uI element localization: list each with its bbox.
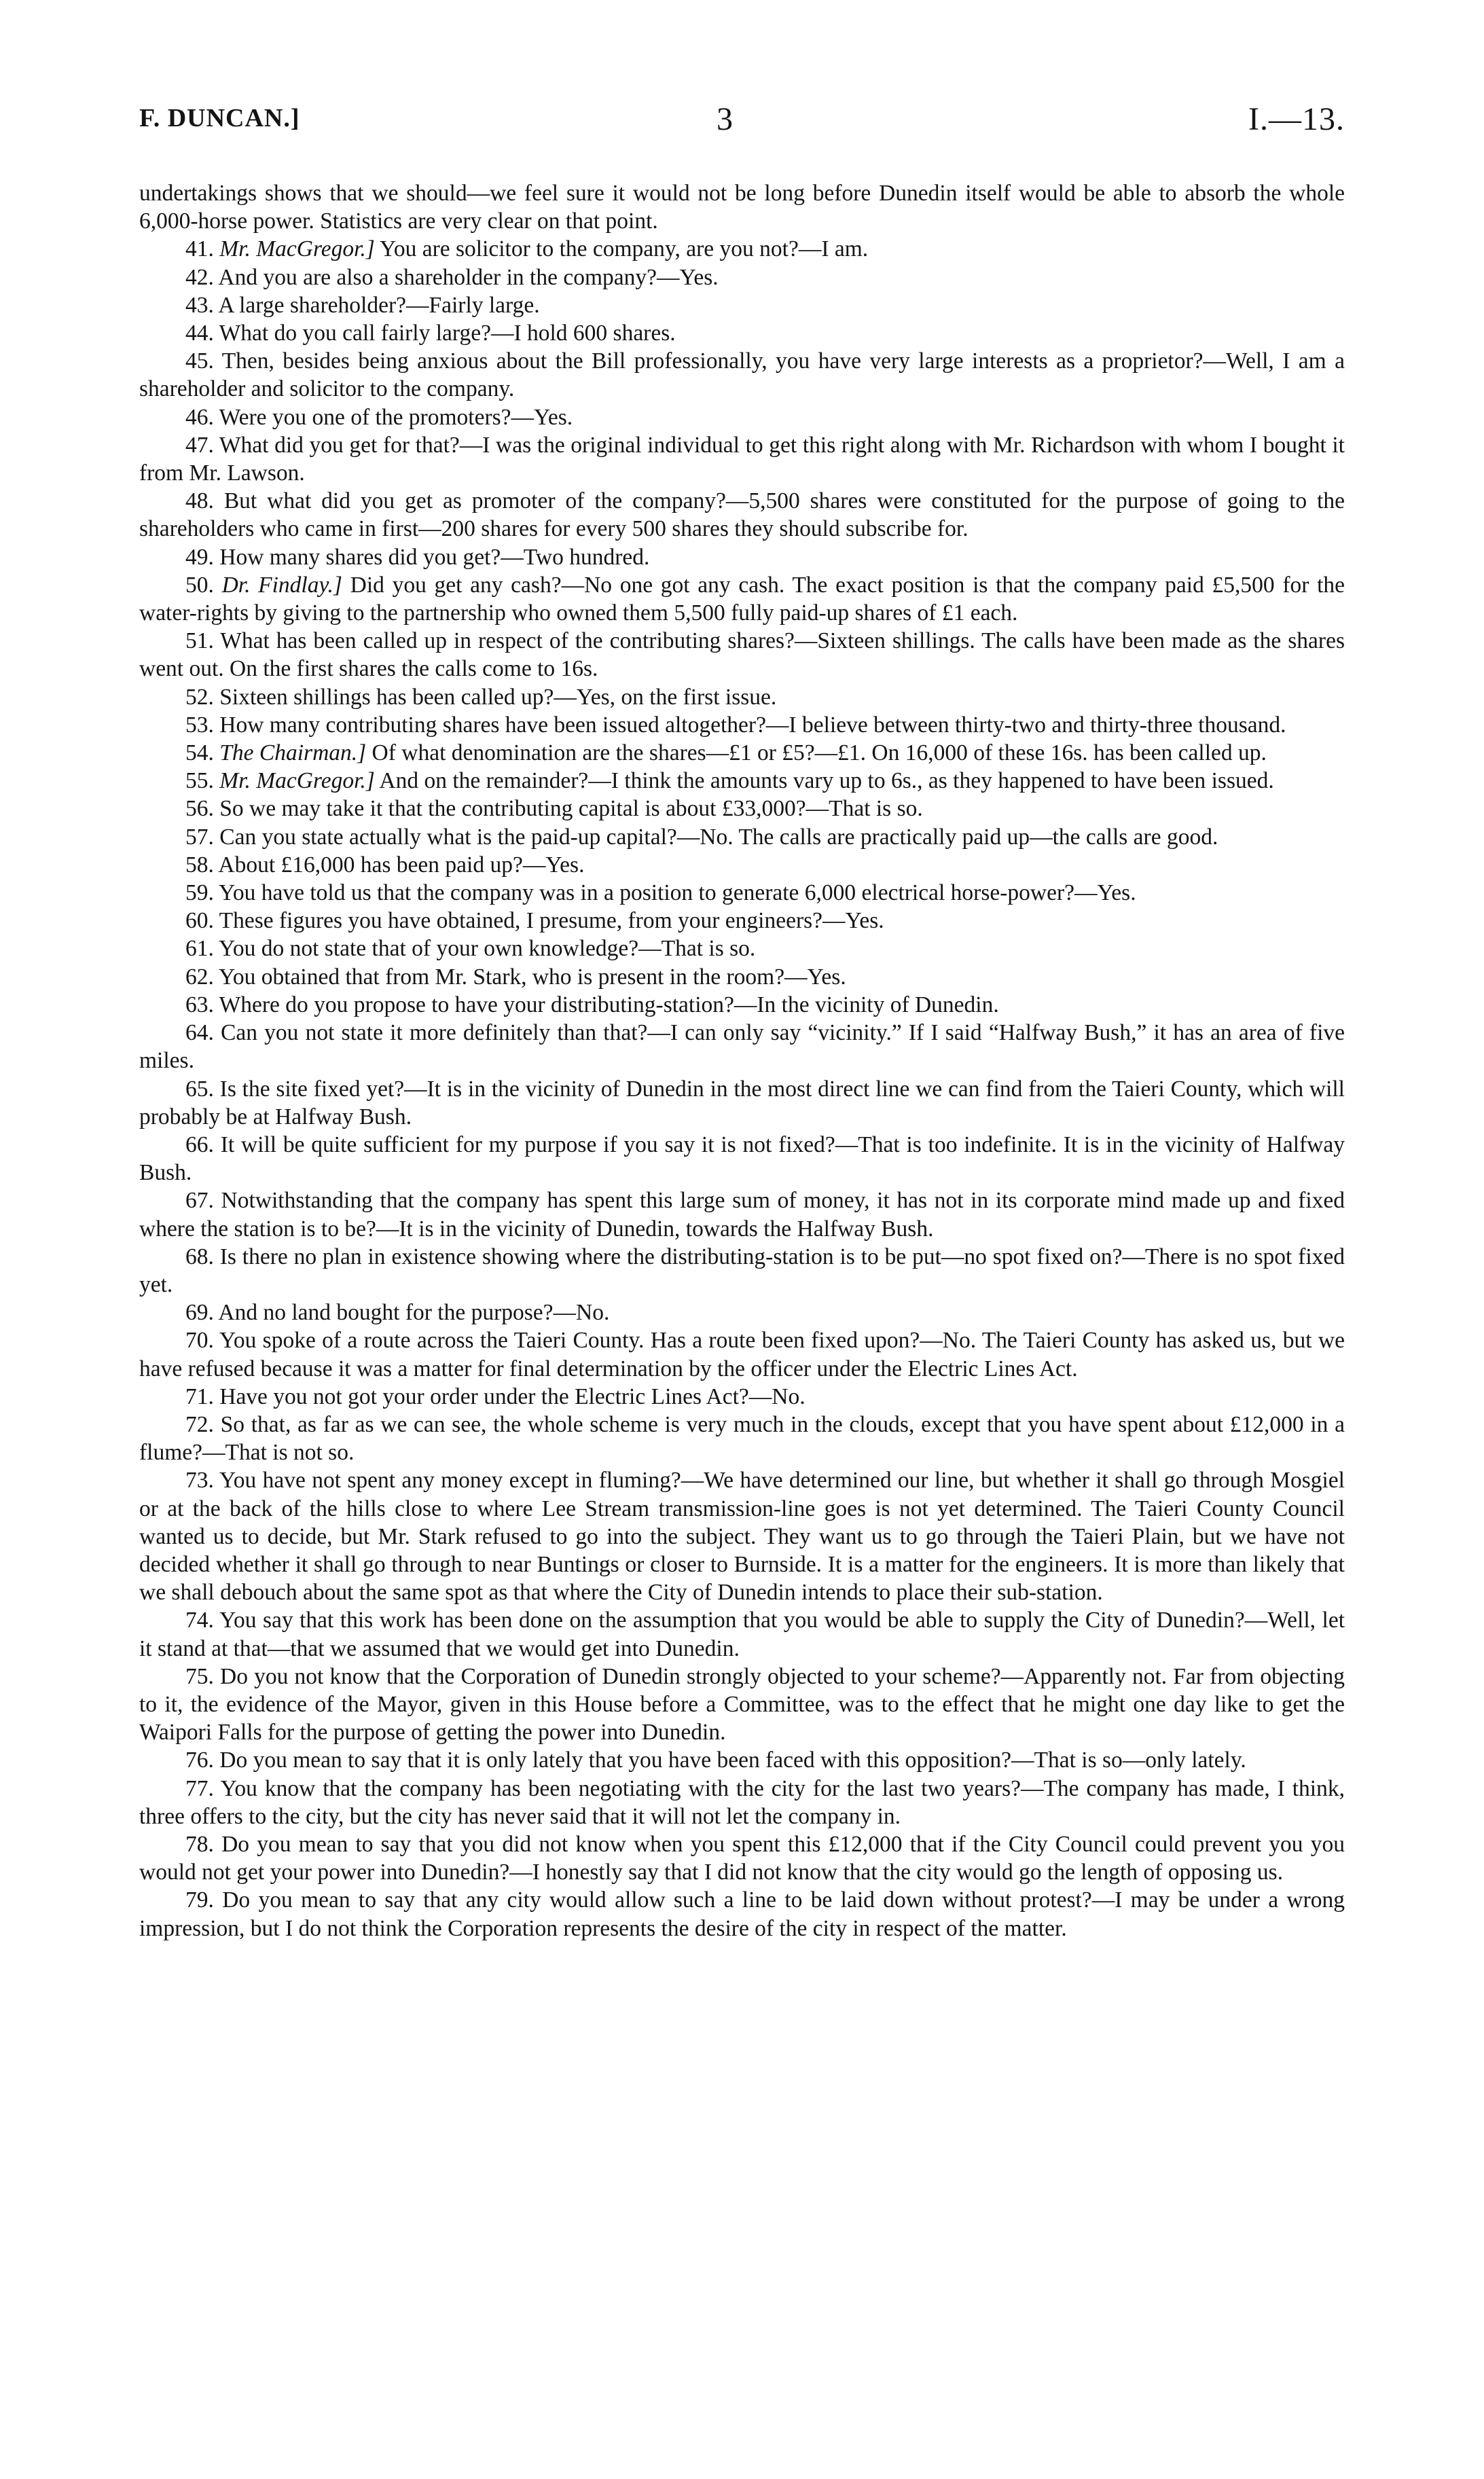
question-text: And no land bought for the purpose?—No. (218, 1300, 610, 1326)
question-number: 55. (185, 768, 220, 794)
question-item (139, 431, 1345, 487)
question-number: 49. (185, 544, 220, 570)
question-text: Sixteen shillings has been called up?—Yes, on the first issue. (219, 684, 777, 710)
question-text: Can you state actually what is the paid-up capital?—No. The calls are practically paid up—the calls are good. (219, 824, 1218, 850)
question-number: 54. (185, 740, 220, 766)
question-text: You say that this work has been done on the assumption that you would be able to supply the City of Dunedin?—Well, let it stand at that—that we assumed that we would get into Dunedin. (139, 1608, 1345, 1661)
question-number: 68. (185, 1244, 220, 1269)
question-text: You have told us that the company was in a position to generate 6,000 electrical horse-power?—Yes. (219, 880, 1136, 906)
question-number: 42. (185, 264, 219, 290)
question-text: Notwithstanding that the company has spent this large sum of money, it has not in its corporate mind made up and fixed where the station is to be?—It is in the vicinity of Dunedin, towards the Halfway Bush. (139, 1188, 1345, 1242)
question-item (139, 739, 1345, 767)
question-item (139, 347, 1345, 403)
question-item (139, 711, 1345, 739)
question-number: 72. (185, 1411, 221, 1437)
question-number: 58. (185, 852, 219, 877)
paper-reference: I.—13. (1248, 101, 1345, 137)
question-number: 59. (185, 880, 219, 906)
question-number: 73. (185, 1468, 219, 1494)
question-item (139, 487, 1345, 543)
question-item (139, 1326, 1345, 1382)
question-number: 65. (185, 1076, 220, 1102)
question-text: About £16,000 has been paid up?—Yes. (218, 852, 585, 877)
question-item (139, 1746, 1345, 1774)
question-text: You spoke of a route across the Taieri County. Has a route been fixed upon?—No. The Taieri County has asked us, but we have refused because it was a matter for final determination by the officer under the Electric Lines Act. (139, 1328, 1345, 1381)
question-number: 61. (185, 936, 219, 962)
question-text: You obtained that from Mr. Stark, who is present in the room?—Yes. (219, 964, 846, 990)
question-number: 43. (185, 292, 219, 318)
question-number: 51. (185, 628, 221, 654)
question-text: How many shares did you get?—Two hundred. (219, 544, 650, 570)
question-item (139, 264, 1345, 291)
question-number: 48. (185, 488, 224, 514)
page-number: 3 (717, 101, 733, 137)
question-item (139, 767, 1345, 795)
question-item (139, 907, 1345, 935)
minutes-of-evidence (139, 179, 1345, 1942)
question-text: And on the remainder?—I think the amounts vary up to 6s., as they happened to have been issued. (379, 768, 1274, 794)
question-number: 71. (185, 1383, 220, 1409)
question-item (139, 1019, 1345, 1074)
question-number: 57. (185, 824, 220, 850)
question-text: You are solicitor to the company, are you not?—I am. (380, 236, 869, 262)
question-item (139, 1187, 1345, 1242)
question-text: Is the site fixed yet?—It is in the vicinity of Dunedin in the most direct line we can find from the Taieri County, which will probably be at Halfway Bush. (139, 1076, 1345, 1129)
question-text: Where do you propose to have your distributing-station?—In the vicinity of Dunedin. (219, 992, 999, 1017)
question-item (139, 1383, 1345, 1411)
question-number: 78. (185, 1831, 222, 1857)
question-item (139, 851, 1345, 879)
question-item (139, 319, 1345, 347)
question-text: And you are also a shareholder in the company?—Yes. (218, 264, 719, 290)
question-number: 69. (185, 1300, 219, 1326)
question-number: 66. (185, 1132, 221, 1157)
question-item (139, 1411, 1345, 1466)
question-text: Of what denomination are the shares—£1 or £5?—£1. On 16,000 of these 16s. has been called up. (372, 740, 1267, 766)
question-number: 64. (185, 1020, 221, 1046)
question-number: 52. (185, 684, 220, 710)
question-item (139, 823, 1345, 851)
question-number: 63. (185, 992, 219, 1017)
question-text: You know that the company has been negotiating with the city for the last two years?—The company has made, I think, three offers to the city, but the city has never said that it will not let the company in. (139, 1775, 1345, 1829)
question-number: 44. (185, 321, 219, 346)
question-item (139, 1131, 1345, 1187)
question-number: 50. (185, 572, 222, 598)
question-item (139, 571, 1345, 627)
question-text: Did you get any cash?—No one got any cash. The exact position is that the company paid £5,500 for the water-rights by giving to the partnership who owned them 5,500 fully paid-up shares of £1 each. (139, 572, 1345, 626)
question-text: Is there no plan in existence showing where the distributing-station is to be put—no spot fixed on?—There is no spot fixed yet. (139, 1244, 1345, 1297)
question-text: But what did you get as promoter of the company?—5,500 shares were constituted for the purpose of going to the shareholders who came in first—200 shares for every 500 shares they should subscribe for. (139, 488, 1345, 542)
question-item (139, 1886, 1345, 1942)
speaker-name: Mr. MacGregor.] (219, 236, 375, 262)
question-text: These figures you have obtained, I presume, from your engineers?—Yes. (219, 908, 884, 934)
question-text: What did you get for that?—I was the original individual to get this right along with Mr. Richardson with whom I bought it from Mr. Lawson. (139, 432, 1345, 486)
page-header (139, 103, 1345, 144)
question-number: 79. (185, 1887, 223, 1913)
question-item (139, 1606, 1345, 1662)
question-text: So that, as far as we can see, the whole scheme is very much in the clouds, except that you have spent about £12,000 in a flume?—That is not so. (139, 1411, 1345, 1466)
question-text: What do you call fairly large?—I hold 600 shares. (219, 321, 676, 346)
question-number: 60. (185, 908, 219, 934)
question-item (139, 991, 1345, 1019)
question-item (139, 1075, 1345, 1131)
question-item (139, 879, 1345, 907)
question-text: So we may take it that the contributing capital is about £33,000?—That is so. (219, 796, 923, 822)
speaker-name: The Chairman.] (219, 740, 367, 766)
question-number: 53. (185, 712, 220, 738)
question-item (139, 795, 1345, 822)
question-text: Do you mean to say that it is only lately that you have been faced with this opposition?—That is so—only lately. (219, 1748, 1246, 1773)
question-number: 47. (185, 432, 219, 458)
question-text: It will be quite sufficient for my purpose if you say it is not fixed?—That is too indefinite. It is in the vicinity of Halfway Bush. (139, 1132, 1345, 1186)
question-text: How many contributing shares have been issued altogether?—I believe between thirty-two and thirty-three thousand. (219, 712, 1286, 738)
question-number: 45. (185, 348, 222, 374)
question-text: A large shareholder?—Fairly large. (218, 292, 540, 318)
header-witness-name: F. DUNCAN.] (139, 104, 300, 132)
question-number: 62. (185, 964, 219, 990)
question-item (139, 291, 1345, 319)
question-number: 75. (185, 1663, 221, 1689)
opening-paragraph: undertakings shows that we should—we feel sure it would not be long before Dunedin itself would be able to absorb the whole 6,000-horse power. Statistics are very clear on that point. (139, 181, 1345, 234)
question-item (139, 935, 1345, 962)
question-text: You do not state that of your own knowledge?—That is so. (219, 936, 756, 962)
question-item (139, 683, 1345, 711)
question-number: 70. (185, 1328, 219, 1354)
question-text: Have you not got your order under the Electric Lines Act?—No. (219, 1383, 806, 1409)
question-number: 46. (185, 404, 219, 430)
question-item (139, 1663, 1345, 1747)
question-number: 77. (185, 1775, 221, 1801)
question-item (139, 1830, 1345, 1886)
document-page (139, 0, 1345, 2479)
question-item (139, 1775, 1345, 1830)
speaker-name: Mr. MacGregor.] (219, 768, 375, 794)
question-item (139, 963, 1345, 991)
question-list (139, 235, 1345, 1942)
question-text: Then, besides being anxious about the Bill professionally, you have very large interests as a proprietor?—Well, I am a shareholder and solicitor to the company. (139, 348, 1345, 402)
question-number: 76. (185, 1748, 220, 1773)
question-text: Do you mean to say that any city would allow such a line to be laid down without protest?—I may be under a wrong impression, but I do not think the Corporation represents the desire of the city in respect of the matter. (139, 1887, 1345, 1941)
question-text: Do you mean to say that you did not know when you spent this £12,000 that if the City Council could prevent you you would not get your power into Dunedin?—I honestly say that I did not know that the city would go the length of opposing us. (139, 1831, 1345, 1885)
question-text: You have not spent any money except in fluming?—We have determined our line, but whether it shall go through Mosgiel or at the back of the hills close to where Lee Stream transmission-line goes is not yet determined. The Taieri County Council wanted us to decide, but Mr. Stark refused to go into the subject. They want us to go through the Taieri Plain, but we have not decided whether it shall go through to near Buntings or closer to Burnside. It is a matter for the engineers. It is more than likely that we shall debouch about the same spot as that where the City of Dunedin intends to place their sub-station. (139, 1468, 1345, 1606)
question-item (139, 1243, 1345, 1299)
question-number: 67. (185, 1188, 221, 1214)
question-text: What has been called up in respect of the contributing shares?—Sixteen shillings. The calls have been made as the shares went out. On the first shares the calls come to 16s. (139, 628, 1345, 682)
speaker-name: Dr. Findlay.] (221, 572, 342, 598)
question-item (139, 1466, 1345, 1606)
question-number: 56. (185, 796, 220, 822)
question-text: Can you not state it more definitely than that?—I can only say “vicinity.” If I said “Halfway Bush,” it has an area of five miles. (139, 1020, 1345, 1074)
question-item (139, 235, 1345, 263)
question-item (139, 403, 1345, 431)
question-item (139, 1299, 1345, 1326)
question-number: 41. (185, 236, 220, 262)
question-number: 74. (185, 1608, 220, 1633)
question-text: Do you not know that the Corporation of Dunedin strongly objected to your scheme?—Apparently not. Far from objecting to it, the evidence of the Mayor, given in this House before a Committee, was to the effect that he might one day like to get the Waipori Falls for the purpose of getting the power into Dunedin. (139, 1663, 1345, 1745)
question-text: Were you one of the promoters?—Yes. (219, 404, 573, 430)
question-item (139, 543, 1345, 571)
question-item (139, 627, 1345, 683)
